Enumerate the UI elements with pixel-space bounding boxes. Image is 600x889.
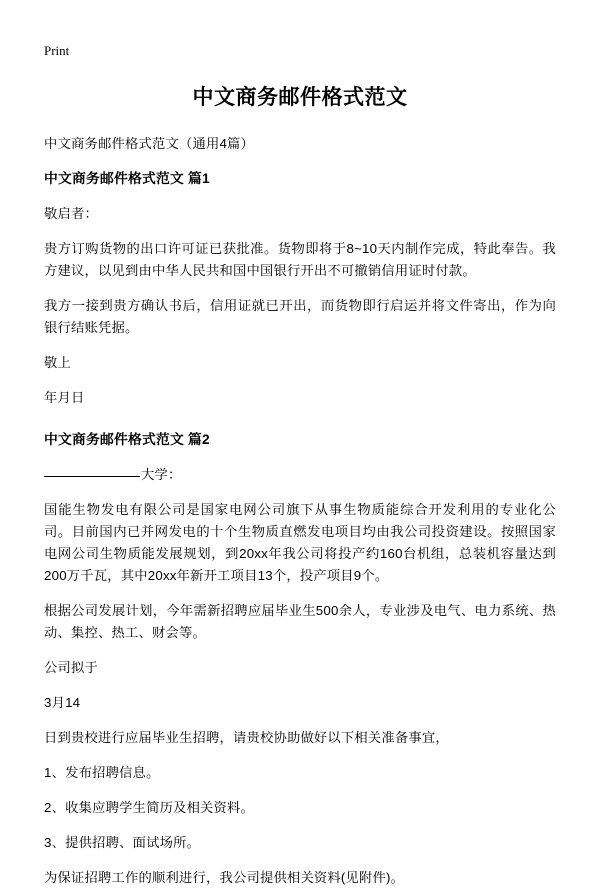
section-heading: 中文商务邮件格式范文 篇1 (44, 171, 210, 186)
section-heading: 中文商务邮件格式范文 篇2 (44, 432, 210, 447)
paragraph: 年月日 (44, 390, 85, 405)
paragraph: 公司拟于 (44, 660, 98, 675)
paragraph: 中文商务邮件格式范文（通用4篇） (44, 136, 255, 151)
paragraph: 3月14 (44, 695, 81, 710)
paragraph: 2、收集应聘学生简历及相关资料。 (44, 800, 255, 815)
paragraph: 敬启者： (44, 206, 98, 221)
paragraph: 为保证招聘工作的顺利进行，我公司提供相关资料(见附件)。 (44, 870, 405, 885)
paragraph (44, 464, 556, 486)
fill-in-blank-rule (44, 476, 140, 477)
paragraph: 1、发布招聘信息。 (44, 765, 160, 780)
paragraph: 贵方订购货物的出口许可证已获批准。货物即将于8~10天内制作完成，特此奉告。我方建议，以见到由中华人民共和国中国银行开出不可撤销信用证时付款。 (44, 241, 556, 278)
print-link[interactable]: Print (44, 43, 70, 58)
paragraph: 3、提供招聘、面试场所。 (44, 835, 201, 850)
paragraph-text: 大学： (141, 467, 182, 482)
paragraph: 敬上 (44, 355, 71, 370)
page-title: 中文商务邮件格式范文 (192, 85, 408, 109)
paragraph: 我方一接到贵方确认书后，信用证就已开出，而货物即行启运并将文件寄出，作为向银行结账凭据。 (44, 298, 556, 335)
paragraph: 根据公司发展计划，今年需新招聘应届毕业生500余人，专业涉及电气、电力系统、热动、集控、热工、财会等。 (44, 603, 556, 640)
document-body (44, 133, 556, 889)
paragraph: 国能生物发电有限公司是国家电网公司旗下从事生物质能综合开发利用的专业化公司。目前国内已并网发电的十个生物质直燃发电项目均由我公司投资建设。按照国家电网公司生物质能发展规划，到20xx年我公司将投产约160台机组，总装机容量达到200万千瓦，其中20xx年新开工项目13个，投产项目9个。 (44, 502, 556, 583)
paragraph: 日到贵校进行应届毕业生招聘，请贵校协助做好以下相关准备事宜， (44, 730, 449, 745)
